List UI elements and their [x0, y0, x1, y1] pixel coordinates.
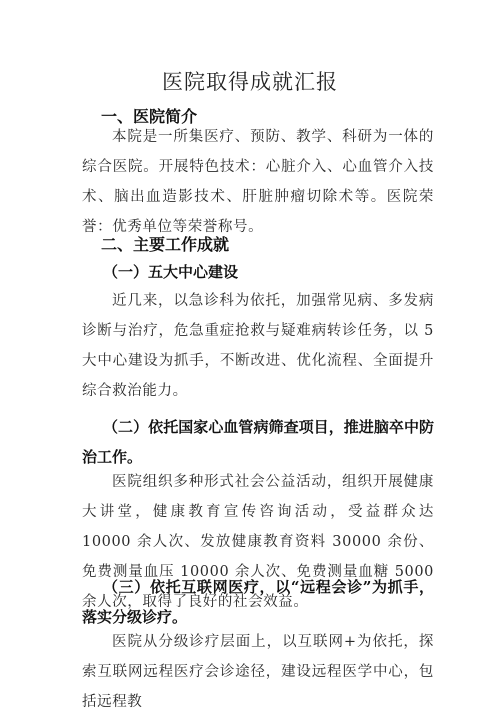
internet-paragraph: 医院从分级诊疗层面上，以互联网+为依托，探索互联网远程医疗会诊途径，建设远程医学中心，包括远程教	[82, 634, 434, 710]
screening-paragraph: 医院组织多种形式社会公益活动，组织开展健康大讲堂，健康教育宣传咨询活动，受益群众达 10000 余人次、发放健康教育资料 30000 余份、免费测量血压 10000 余人次、免费测量血糖 5000 余人次，取得了良好的社会效益。	[82, 474, 434, 610]
intro-paragraph: 本院是一所集医疗、预防、教学、科研为一体的综合医院。开展特色技术：心脏介入、心血管介入技术、脑出血造影技术、肝脏肿瘤切除术等。医院荣誉：优秀单位等荣誉称号。	[82, 129, 434, 235]
subsection-heading-centers: （一）五大中心建设	[103, 263, 239, 281]
subsection-heading-internet: （三）依托互联网医疗，以“远程会诊”为抓手，落实分级诊疗。	[82, 578, 434, 626]
section-heading-achievements: 二、主要工作成就	[101, 235, 230, 254]
subsection-heading-screening: （二）依托国家心血管病筛查项目，推进脑卒中防治工作。	[82, 418, 434, 466]
document-title: 医院取得成就汇报	[162, 70, 338, 94]
section-heading-intro: 一、医院简介	[101, 107, 198, 126]
centers-paragraph: 近几来，以急诊科为依托，加强常见病、多发病诊断与治疗，危急重症抢救与疑难病转诊任务，以 5 大中心建设为抓手，不断改进、优化流程、全面提升综合救治能力。	[82, 293, 434, 399]
